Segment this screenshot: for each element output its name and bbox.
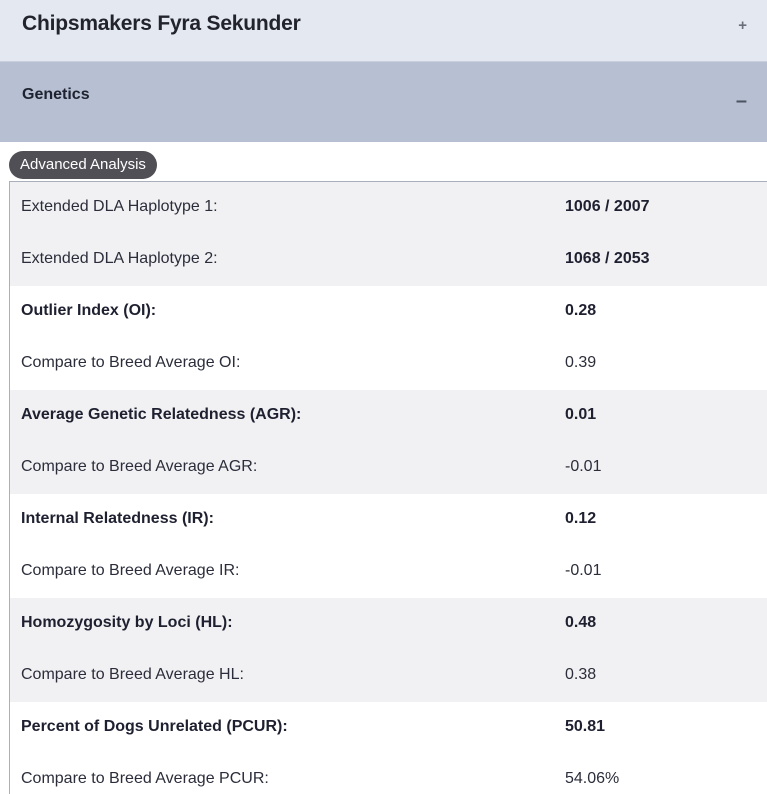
agr-row — [10, 390, 767, 442]
row-label: Extended DLA Haplotype 1: — [21, 198, 218, 215]
row-value: -0.01 — [565, 562, 602, 579]
dla-haplotype-2-row — [10, 234, 767, 286]
row-label: Percent of Dogs Unrelated (PCUR): — [21, 718, 288, 735]
row-value: 0.28 — [565, 302, 597, 319]
dla-haplotype-1-row — [10, 182, 767, 234]
hl-row — [10, 598, 767, 650]
outlier-index-row — [10, 286, 767, 338]
row-label: Average Genetic Relatedness (AGR): — [21, 406, 302, 423]
collapse-icon[interactable]: – — [735, 90, 747, 112]
ir-row — [10, 494, 767, 546]
expand-icon[interactable]: + — [738, 17, 747, 34]
row-value: 0.38 — [565, 666, 597, 683]
row-value: 0.39 — [565, 354, 597, 371]
row-label: Extended DLA Haplotype 2: — [21, 250, 218, 267]
row-value: 1006 / 2007 — [565, 198, 650, 215]
row-value: -0.01 — [565, 458, 602, 475]
row-label: Compare to Breed Average OI: — [21, 354, 241, 371]
row-label: Compare to Breed Average IR: — [21, 562, 240, 579]
row-value: 1068 / 2053 — [565, 250, 650, 267]
row-value: 50.81 — [565, 718, 606, 735]
row-value: 54.06% — [565, 770, 620, 787]
row-label: Homozygosity by Loci (HL): — [21, 614, 233, 631]
breed-average-hl-row — [10, 650, 767, 702]
row-label: Outlier Index (OI): — [21, 302, 157, 319]
dog-name-title: Chipsmakers Fyra Sekunder — [22, 12, 301, 35]
row-value: 0.01 — [565, 406, 597, 423]
breed-average-oi-row — [10, 338, 767, 390]
genetics-accordion-header[interactable] — [0, 62, 767, 142]
genetics-title: Genetics — [22, 86, 90, 103]
row-label: Compare to Breed Average AGR: — [21, 458, 258, 475]
breed-average-agr-row — [10, 442, 767, 494]
row-label: Compare to Breed Average HL: — [21, 666, 244, 683]
row-label: Compare to Breed Average PCUR: — [21, 770, 269, 787]
row-label: Internal Relatedness (IR): — [21, 510, 214, 527]
advanced-analysis-badge: Advanced Analysis — [9, 151, 157, 179]
row-value: 0.48 — [565, 614, 597, 631]
row-value: 0.12 — [565, 510, 597, 527]
breed-average-ir-row — [10, 546, 767, 598]
advanced-analysis-panel — [9, 181, 767, 794]
dog-name-accordion-header[interactable] — [0, 0, 767, 62]
pcur-row — [10, 702, 767, 754]
breed-average-pcur-row — [10, 754, 767, 794]
